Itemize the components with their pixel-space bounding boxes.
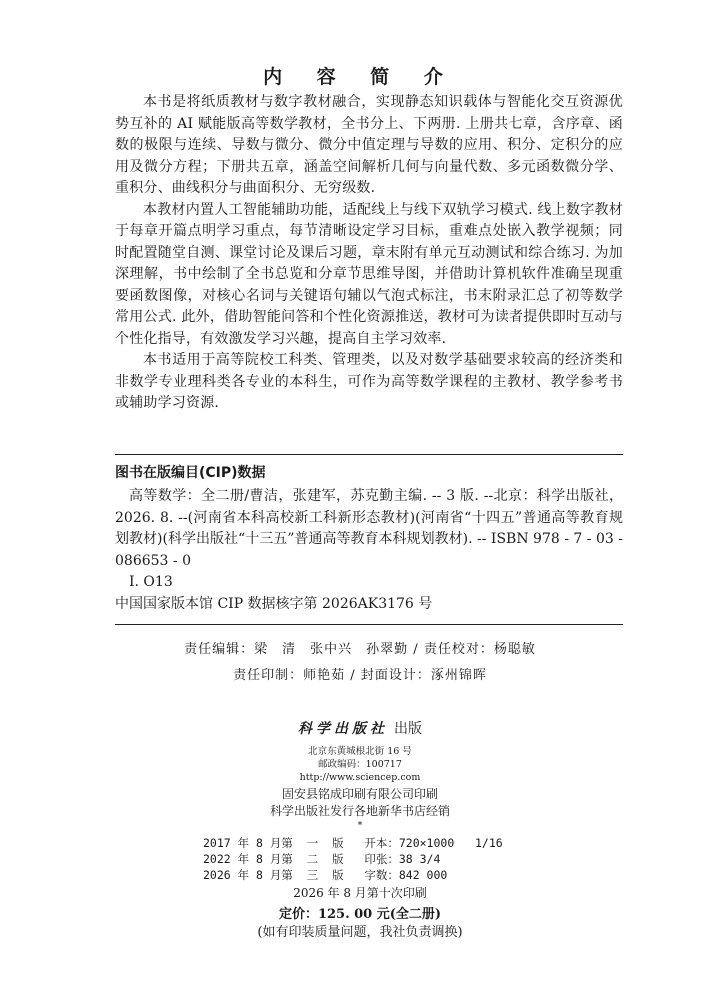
cip-number: 中国国家版本馆 CIP 数据核字第 2026AK3176 号	[115, 595, 433, 612]
cip-heading: 图书在版编目(CIP)数据	[115, 465, 266, 481]
publisher-address: 北京东黄城根北街 16 号	[308, 746, 412, 757]
publisher-postcode: 邮政编码：100717	[318, 759, 402, 770]
edition-line: 2022 年 8 月第 二 版 印张：38 3/4	[203, 852, 441, 866]
intro-section	[115, 92, 623, 415]
cip-record	[115, 486, 623, 615]
separator-star: *	[357, 820, 363, 831]
publisher-suffix: 出版	[394, 721, 422, 737]
publisher-line	[0, 718, 720, 738]
edition-line: 2017 年 8 月第 一 版 开本：720×1000 1/16	[203, 836, 503, 850]
cip-classification: Ⅰ. O13	[129, 574, 173, 590]
printing-line: 2026 年 8 月第十次印刷	[293, 886, 427, 900]
cip-top-rule	[115, 454, 623, 455]
intro-paragraph: 本书是将纸质教材与数字教材融合，实现静态知识载体与智能化交互资源优势互补的 AI 赋能版高等数学教材，全书分上、下两册. 上册共七章，含序章、函数的极限与连续、导数与微分、微分中值定理与导数的应用、积分、定积分的应用及微分方程；下册共五章，涵盖空间解析几何与向量代数、多元函数微分学、重积分、曲线积分与曲面积分、无穷级数.	[115, 94, 623, 196]
price-line: 定价：125. 00 元(全二册)	[278, 907, 442, 922]
staff-line-editors: 责任编辑：梁 清 张中兴 孙翠勤 / 责任校对：杨聪敏	[184, 642, 536, 657]
intro-paragraph: 本教材内置人工智能辅助功能，适配线上与线下双轨学习模式. 线上数字教材于每章开篇点明学习重点，每节清晰设定学习目标，重难点处嵌入教学视频；同时配置随堂自测、课堂讨论及课后习题，章末附有单元互动测试和综合练习. 为加深理解，书中绘制了全书总览和分章节思维导图，并借助计算机软件准确呈现重要函数图像，对核心名词与关键语句辅以气泡式标注，书末附录汇总了初等数学常用公式. 此外，借助智能问答和个性化资源推送，教材可为读者提供即时互动与个性化指导，有效激发学习兴趣，提高自主学习效率.	[115, 201, 623, 347]
cip-record-text: 高等数学：全二册/曹洁，张建军，苏克勤主编. -- 3 版. --北京：科学出版社，2026. 8. --(河南省本科高校新工科新形态教材)(河南省“十四五”普通高等教育规划教材)(科学出版社“十三五”普通高等教育本科规划教材). -- ISBN 978 - 7 - 03 - 086653 - 0	[115, 488, 623, 569]
edition-line: 2026 年 8 月第 三 版 字数：842 000	[203, 868, 448, 882]
refund-note: (如有印装质量问题，我社负责调换)	[257, 925, 463, 940]
publisher-logo: 科学出版社	[298, 721, 388, 737]
page-title: 内 容 简 介	[263, 66, 457, 88]
publisher-website: http://www.sciencep.com	[299, 772, 421, 783]
intro-paragraph: 本书适用于高等院校工科类、管理类，以及对数学基础要求较高的经济类和非数学专业理科类各专业的本科生，可作为高等数学课程的主教材、教学参考书或辅助学习资源.	[115, 352, 623, 411]
staff-line-production: 责任印制：师艳茹 / 封面设计：涿州锦晖	[233, 668, 487, 683]
printer-line: 固安县铭成印刷有限公司印刷	[281, 787, 438, 801]
cip-bottom-rule	[115, 624, 623, 625]
distributor-line: 科学出版社发行各地新华书店经销	[269, 804, 450, 818]
